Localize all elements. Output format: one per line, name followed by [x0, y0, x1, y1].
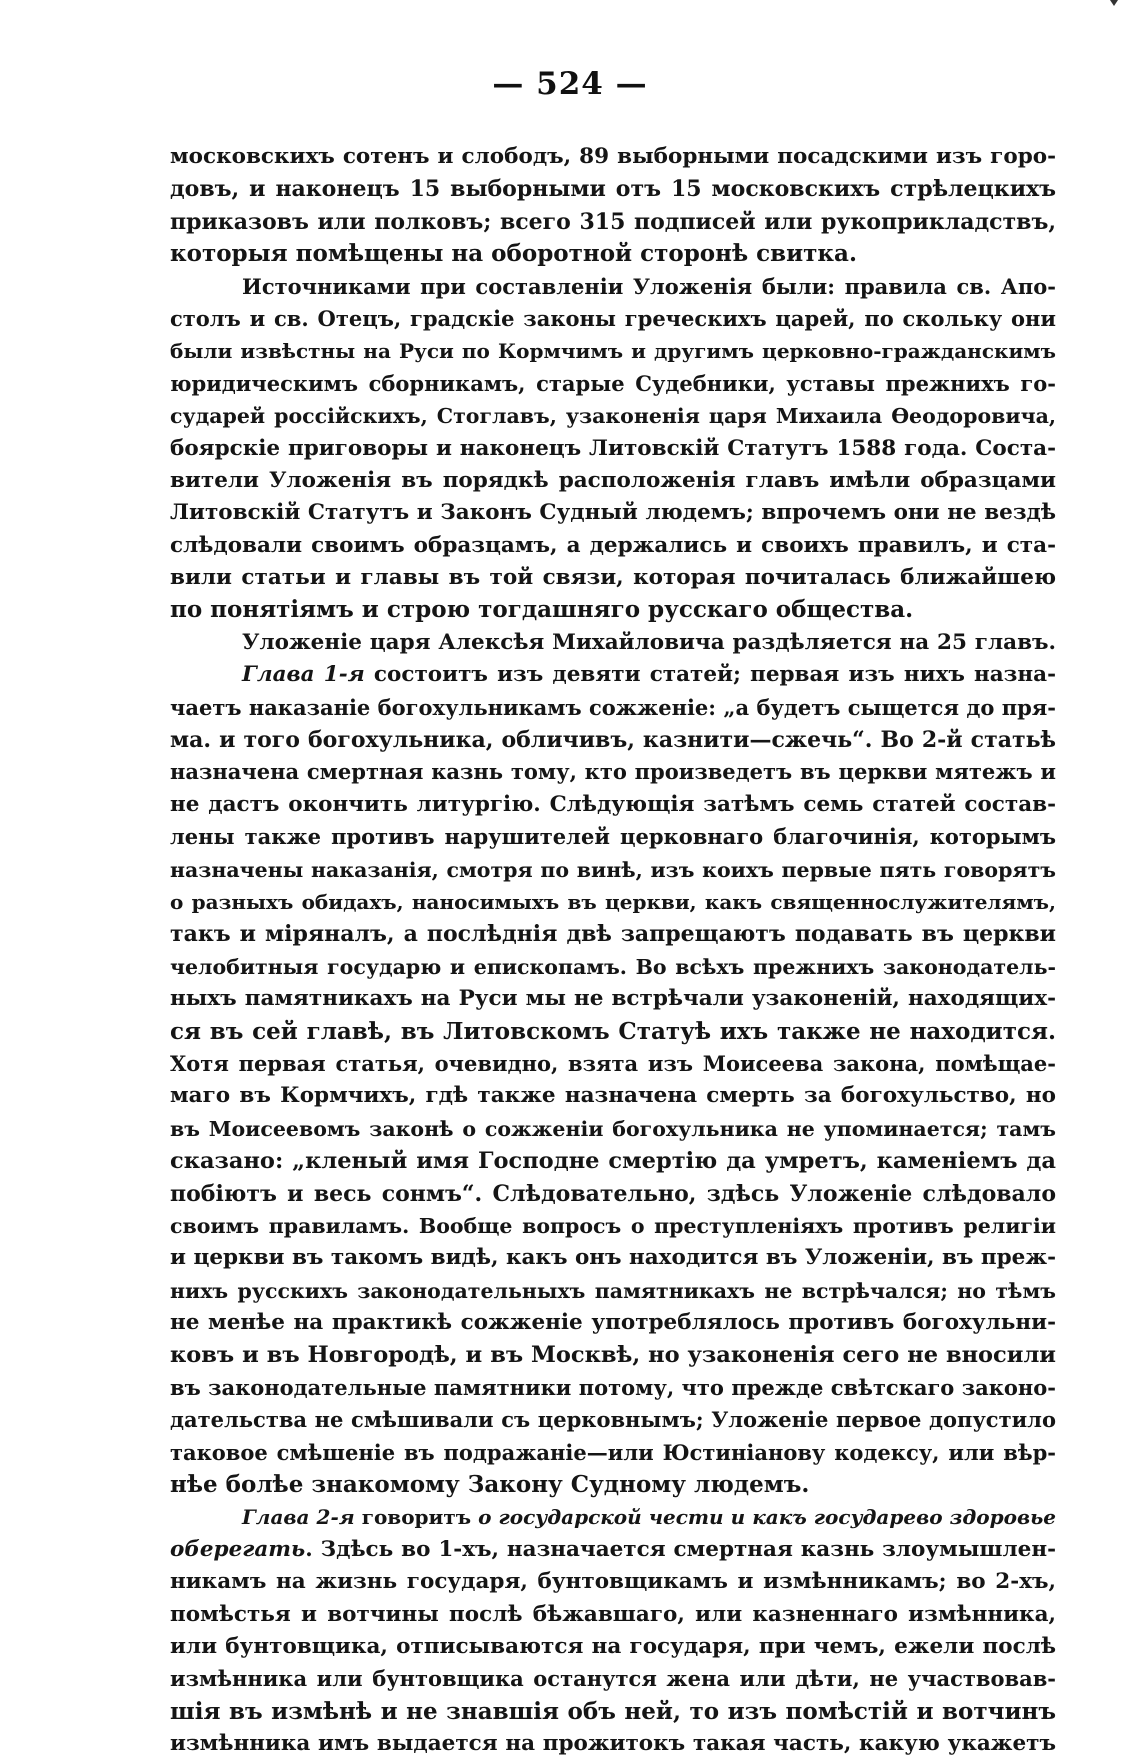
text-line: измѣнника или бунтовщика останутся жена или дѣти, не участвовав- [170, 1666, 1056, 1692]
text-line: были извѣстны на Руси по Кормчимъ и другимъ церковно-гражданскимъ [170, 339, 1056, 364]
text-line: юридическимъ сборникамъ, старые Судебники, уставы прежнихъ го- [170, 370, 1056, 396]
text-line: сказано: „кленый имя Господне смертію да умретъ, каменіемъ да [170, 1148, 1056, 1175]
text-line: Хотя первая статья, очевидно, взята изъ Моисеева закона, помѣщае- [170, 1050, 1056, 1076]
text-line: не дастъ окончить литургію. Слѣдующія затѣмъ семь статей состав- [170, 791, 1056, 817]
text-line: шія въ измѣнѣ и не знавшія объ ней, то изъ помѣстій и вотчинъ [170, 1697, 1056, 1725]
text-line: довъ, и наконецъ 15 выборными отъ 15 московскихъ стрѣлецкихъ [170, 176, 1056, 203]
text-line: чаетъ наказаніе богохульникамъ сожженіе: „а будетъ сыщется до пря- [170, 694, 1056, 720]
text-line: ковъ и въ Новгородѣ, и въ Москвѣ, но узаконенія сего не вносили [170, 1342, 1056, 1369]
text-line: вили статьи и главы въ той связи, которая почиталась ближайшею [170, 565, 1056, 591]
text-line: по понятіямъ и строю тогдашняго русскаго общества. [170, 596, 914, 624]
text-line: лены также противъ нарушителей церковнаго благочинія, которымъ [170, 824, 1056, 850]
text-line [170, 1534, 1056, 1566]
text-line: московскихъ сотенъ и слободъ, 89 выборными посадскими изъ горо- [170, 144, 1056, 169]
text-line: Литовскій Статутъ и Законъ Судный людемъ; впрочемъ они не вездѣ [170, 500, 1056, 526]
text-line: въ законодательные памятники потому, что прежде свѣтскаго законо- [170, 1374, 1056, 1400]
page-number: — 524 — [492, 66, 648, 102]
text-line: маго въ Кормчихъ, гдѣ также назначена смерть за богохульство, но [170, 1083, 1056, 1109]
text-line: Источниками при составленіи Уложенія были: правила св. Апо- [242, 273, 1056, 299]
text-line: Уложеніе царя Алексѣя Михайловича раздѣляется на 25 главъ. [242, 629, 1056, 655]
text-line: такъ и міряналъ, а послѣднія двѣ запрещаютъ подавать въ церкви [170, 921, 1056, 948]
text-line-rest: говоритъ [354, 1505, 479, 1530]
text-line: измѣнника имъ выдается на прожитокъ такая часть, какую укажетъ [170, 1731, 1056, 1757]
text-line-rest: . Здѣсь во 1-хъ, назначается смертная казнь злоумышлен- [305, 1536, 1056, 1562]
text-line: о разныхъ обидахъ, наносимыхъ въ церкви, какъ священнослужителямъ, [170, 889, 1056, 914]
text-line: или бунтовщика, отписываются на государя, при чемъ, ежели послѣ [170, 1633, 1056, 1659]
text-line: сударей россійскихъ, Стоглавъ, узаконенія царя Михаила Ѳеодоровича, [170, 404, 1056, 429]
body-text [170, 141, 1056, 1761]
text-line: боярскіе приговоры и наконецъ Литовскій Статутъ 1588 года. Соста- [170, 435, 1056, 461]
text-line: которыя помѣщены на оборотной сторонѣ свитка. [170, 240, 857, 268]
text-line: назначена смертная казнь тому, кто произведетъ въ церкви мятежъ и [170, 759, 1056, 785]
text-line: нѣе болѣе знакомому Закону Судному людемъ. [170, 1471, 810, 1499]
text-line: и церкви въ такомъ видѣ, какъ онъ находится въ Уложеніи, въ преж- [170, 1245, 1056, 1271]
text-line: помѣстья и вотчины послѣ бѣжавшаго, или казненнаго измѣнника, [170, 1601, 1056, 1627]
text-line: нихъ русскихъ законодательныхъ памятникахъ не встрѣчался; но тѣмъ [170, 1278, 1056, 1303]
text-line: ныхъ памятникахъ на Руси мы не встрѣчали узаконеній, находящих- [170, 986, 1056, 1012]
text-line: назначены наказанія, смотря по винѣ, изъ коихъ первые пять говорятъ [170, 857, 1056, 882]
text-line: ма. и того богохульника, обличивъ, казнити—сжечь“. Во 2-й статьѣ [170, 727, 1056, 754]
chapter-title: о государской чести и какъ государево здоровье [478, 1505, 1056, 1530]
text-line [170, 659, 1056, 691]
chapter-heading: Глава 2-я [242, 1505, 355, 1530]
text-line: не менѣе на практикѣ сожженіе употреблялось противъ богохульни- [170, 1310, 1056, 1336]
text-line-rest: состоитъ изъ девяти статей; первая изъ нихъ назна- [364, 662, 1056, 688]
text-line: своимъ правиламъ. Вообще вопросъ о преступленіяхъ противъ религіи [170, 1213, 1056, 1238]
text-line: побіютъ и весь сонмъ“. Слѣдовательно, здѣсь Уложеніе слѣдовало [170, 1180, 1056, 1207]
text-line: столъ и св. Отецъ, градскіе законы греческихъ царей, по скольку они [170, 305, 1056, 331]
text-line: ся въ сей главѣ, въ Литовскомъ Статуѣ ихъ также не находится. [170, 1017, 1056, 1045]
corner-mark [1110, 0, 1118, 6]
text-line: слѣдовали своимъ образцамъ, а держались и своихъ правилъ, и ста- [170, 532, 1056, 558]
chapter-heading: Глава 1-я [242, 662, 365, 688]
text-line: таковое смѣшеніе въ подражаніе—или Юстиніанову кодексу, или вѣр- [170, 1439, 1056, 1465]
text-line: дательства не смѣшивали съ церковнымъ; Уложеніе первое допустило [170, 1407, 1056, 1433]
text-line [170, 1501, 1056, 1533]
text-line: вители Уложенія въ порядкѣ расположенія главъ имѣли образцами [170, 467, 1056, 493]
text-line: приказовъ или полковъ; всего 315 подписей или рукоприкладствъ, [170, 208, 1056, 235]
text-line: никамъ на жизнь государя, бунтовщикамъ и измѣнникамъ; во 2-хъ, [170, 1569, 1056, 1595]
chapter-title: оберегать [170, 1536, 306, 1562]
text-line: въ Моисеевомъ законѣ о сожженіи богохульника не упоминается; тамъ [170, 1116, 1056, 1141]
text-line: челобитныя государю и епископамъ. Во всѣхъ прежнихъ законодатель- [170, 954, 1056, 979]
